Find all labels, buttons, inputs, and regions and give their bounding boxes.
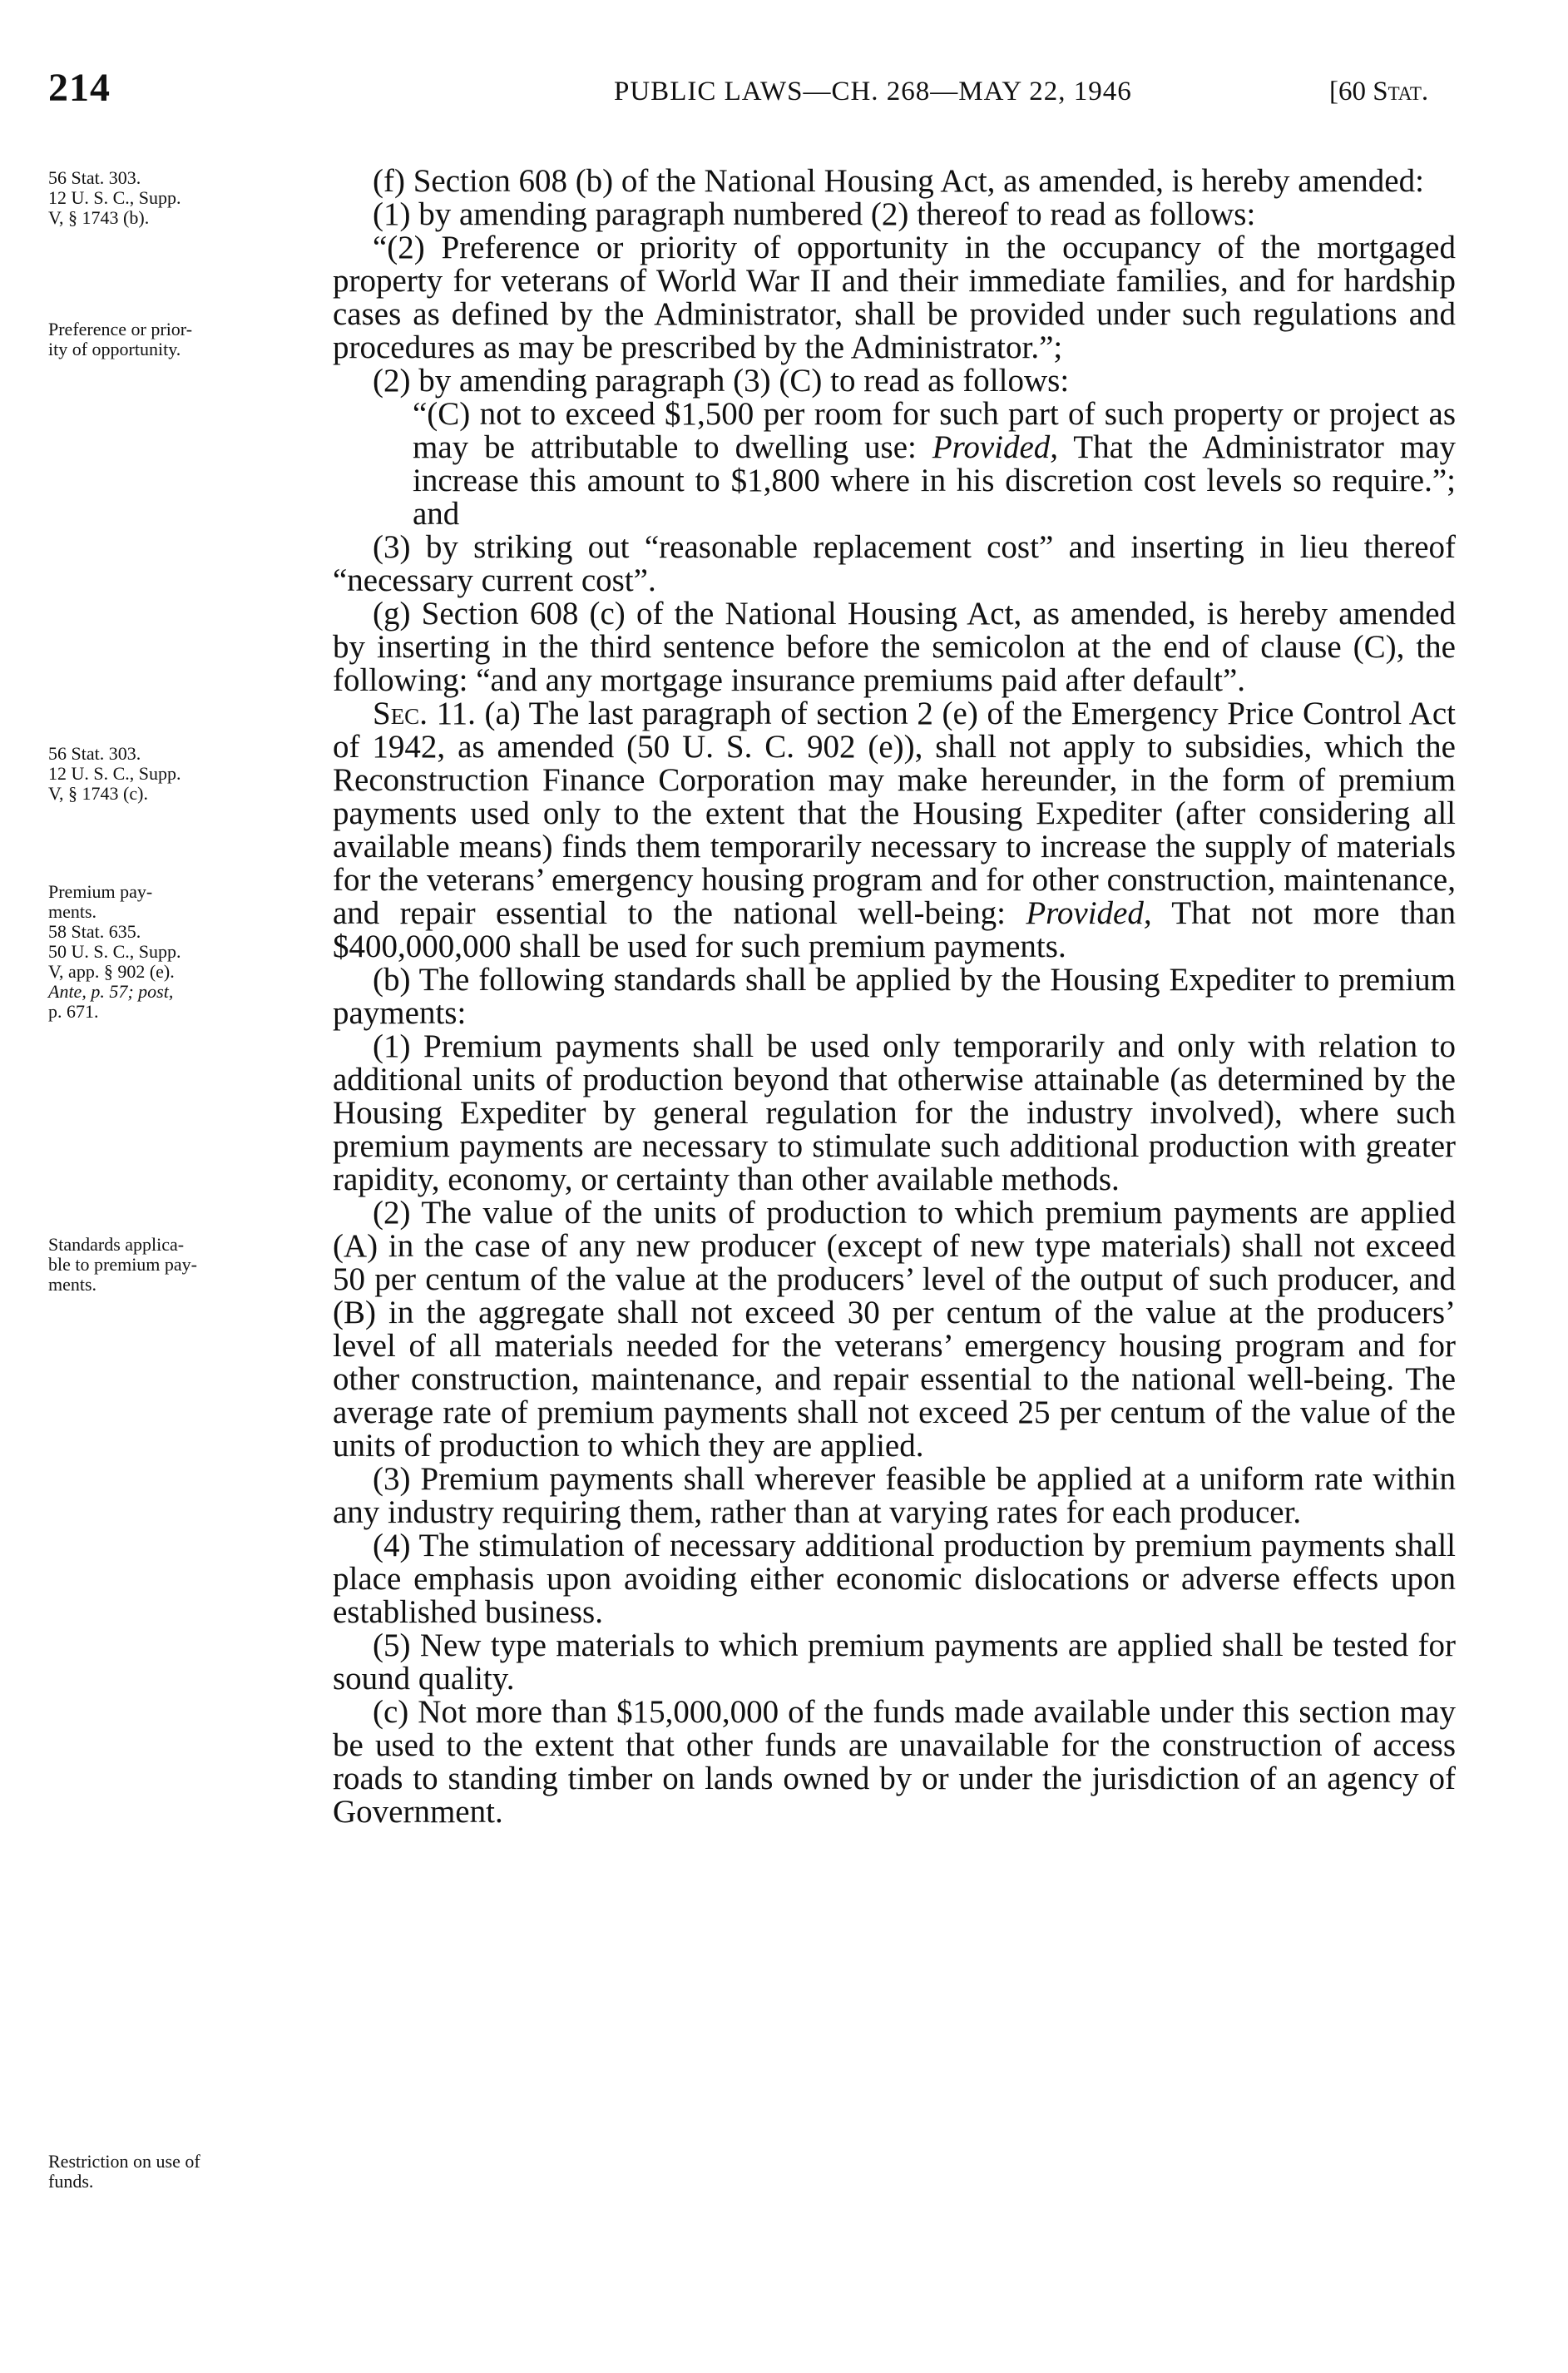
margin-note-line: 58 Stat. 635. (48, 921, 141, 942)
margin-note-citation-608c (48, 744, 323, 804)
margin-note-line: ble to premium pay- (48, 1254, 198, 1275)
margin-note-line: 56 Stat. 303. (48, 167, 141, 188)
margin-note-line: 12 U. S. C., Supp. (48, 763, 181, 784)
body-text (333, 165, 1456, 1829)
margin-note-premium-payments (48, 882, 323, 1022)
paragraph-standard-1: (1) Premium payments shall be used only temporarily and only with relation to additional units of production beyond that otherwise attainable (as determined by the Housing Expediter by general regulation for the industry involved), where such premium payments are necessary to stimulate such additional production with greater rapidity, economy, or certainty than other available methods. (333, 1028, 1456, 1197)
proviso-emphasis: Provided, (1026, 895, 1152, 931)
margin-note-line: V, app. § 902 (e). (48, 961, 175, 982)
margin-note-standards (48, 1235, 323, 1295)
paragraph-sec-11c: (c) Not more than $15,000,000 of the funds made available under this section may be used to the extent that other funds are unavailable for the construction of access roads to standing timber on lands owned by or under the jurisdiction of an agency of Government. (333, 1694, 1456, 1830)
margin-note-citation-608b (48, 168, 323, 228)
paragraph-standard-3: (3) Premium payments shall wherever feasible be applied at a uniform rate within any industry requiring them, rather than at varying rates for each producer. (333, 1461, 1456, 1530)
quote-text: “(C) not to exceed $1,500 per room for such part of such property or project as may be attributable to dwelling use: (413, 396, 1456, 465)
paragraph-sec-11a (333, 697, 1456, 964)
margin-note-line: Ante, p. 57; post, (48, 981, 174, 1002)
margin-note-line: Premium pay- (48, 881, 153, 902)
quote-text: That the Administrator may increase this amount to $1,800 where in his discretion cost levels so require.”; and (413, 429, 1456, 532)
margin-note-line: ments. (48, 1274, 97, 1295)
paragraph-608b-intro: (f) Section 608 (b) of the National Housing Act, as amended, is hereby amended: (373, 163, 1424, 199)
section-text: That not more than $400,000,000 shall be used for such premium payments. (333, 895, 1456, 964)
page-header (48, 65, 1462, 115)
paragraph-standard-4: (4) The stimulation of necessary additional production by premium payments shall place emphasis upon avoiding either economic dislocations or adverse effects upon established business. (333, 1528, 1456, 1630)
page-number: 214 (48, 66, 111, 110)
paragraph-608b-1-quote: “(2) Preference or priority of opportunity in the occupancy of the mortgaged property for veterans of World War II and their immediate families, and for hardship cases as defined by the Administrator, shall be provided under such regulations and procedures as may be prescribed by the Administrator.”; (333, 230, 1456, 365)
margin-note-line: ments. (48, 901, 97, 922)
margin-note-line: V, § 1743 (c). (48, 783, 148, 804)
paragraph-standard-5: (5) New type materials to which premium payments are applied shall be tested for sound quality. (333, 1627, 1456, 1697)
paragraph-608b-2-quote (333, 398, 1456, 531)
margin-note-line: p. 671. (48, 1001, 99, 1022)
margin-note-line: V, § 1743 (b). (48, 207, 150, 228)
running-title: PUBLIC LAWS—CH. 268—MAY 22, 1946 (614, 77, 1132, 107)
section-text: 11. (a) The last paragraph of section 2 (e) of the Emergency Price Control Act of 1942, as amended (50 U. S. C. 902 (e)), shall not apply to subsidies, which the Reconstruction Finance Corporation may make hereunder, in the form of premium payments used only to the extent that the Housing Expediter (after considering all available means) finds them temporarily necessary to increase the supply of materials for the veterans’ emergency housing program and for other construction, maintenance, and repair essential to the national well-being: (333, 696, 1456, 931)
margin-note-line: Preference or prior- (48, 319, 193, 339)
margin-note-line: Standards applica- (48, 1234, 185, 1255)
margin-note-line: ity of opportunity. (48, 339, 181, 359)
paragraph-sec-11b: (b) The following standards shall be applied by the Housing Expediter to premium payments: (333, 962, 1456, 1031)
margin-note-restriction (48, 2152, 323, 2192)
margin-note-line: 12 U. S. C., Supp. (48, 187, 181, 208)
paragraph-608c: (g) Section 608 (c) of the National Housing Act, as amended, is hereby amended by inserting in the third sentence before the semicolon at the end of clause (C), the following: “and any mortgage insurance premiums paid after default”. (333, 596, 1456, 698)
margin-note-line: funds. (48, 2171, 94, 2192)
margin-note-line: 50 U. S. C., Supp. (48, 941, 181, 962)
paragraph-608b-1: (1) by amending paragraph numbered (2) thereof to read as follows: (373, 196, 1256, 232)
paragraph-608b-2: (2) by amending paragraph (3) (C) to read as follows: (373, 363, 1070, 399)
margin-note-line: 56 Stat. 303. (48, 743, 141, 764)
margin-note-line: Restriction on use of (48, 2151, 200, 2172)
paragraph-608b-3: (3) by striking out “reasonable replacement cost” and inserting in lieu thereof “necessary current cost”. (333, 529, 1456, 598)
section-label: Sec. (373, 696, 428, 731)
proviso-emphasis: Provided, (932, 429, 1059, 465)
paragraph-standard-2: (2) The value of the units of production to which premium payments are applied (A) in the case of any new producer (except of new type materials) shall not exceed 50 per centum of the value at the producers’ level of the output of such producer, and (B) in the aggregate shall not exceed 30 per centum of the value at the producers’ level of all materials needed for the veterans’ emergency housing program and for other construction, maintenance, and repair essential to the national well-being. The average rate of premium payments shall not exceed 25 per centum of the value of the units of production to which they are applied. (333, 1195, 1456, 1464)
margin-note-preference (48, 320, 323, 359)
volume-reference: [60 Stat. (1329, 77, 1429, 107)
